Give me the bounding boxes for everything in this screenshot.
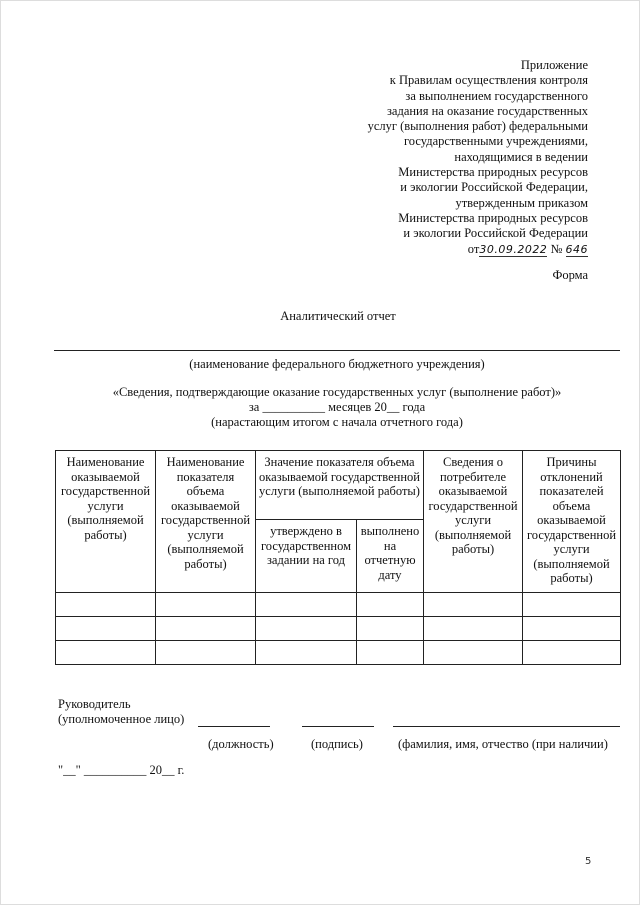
header-indicator-name: Наименование показателя объема оказываемой государственной услуги (выполняемой работы) [156, 451, 256, 593]
appendix-line: находящимися в ведении [454, 149, 588, 164]
appendix-line: государственными учреждениями, [403, 134, 588, 149]
table-cell [424, 641, 523, 665]
header-approved: утверждено в государственном задании на год [256, 520, 357, 593]
table-cell [523, 593, 621, 617]
info-line-title: «Сведения, подтверждающие оказание государственных услуг (выполнение работ)» [112, 385, 562, 399]
table-cell [56, 641, 156, 665]
table-cell [56, 617, 156, 641]
header-deviation-reasons: Причины отклонений показателей объема оказываемой государственной услуги (выполняемой работы) [523, 451, 621, 593]
appendix-line: Приложение [520, 58, 588, 72]
table-cell [256, 641, 357, 665]
info-line-cumulative: (нарастающим итогом с начала отчетного года) [211, 415, 463, 429]
name-line [393, 726, 620, 727]
table-cell [156, 617, 256, 641]
table-cell [256, 593, 357, 617]
appendix-line: за выполнением государственного [405, 88, 588, 103]
appendix-line: и экологии Российской Федерации [403, 226, 588, 241]
header-indicator-value: Значение показателя объема оказываемой государственной услуги (выполняемой работы) [256, 451, 424, 520]
header-completed: выполнено на отчетную дату [357, 520, 424, 593]
table-cell [523, 641, 621, 665]
appendix-line: к Правилам осуществления контроля [389, 73, 588, 88]
table-cell [357, 617, 424, 641]
report-info [54, 385, 620, 430]
signature-line [302, 726, 374, 727]
table-cell [156, 593, 256, 617]
order-number: 646 [565, 242, 588, 256]
table-cell [256, 617, 357, 641]
table-cell [523, 617, 621, 641]
order-date: 30.09.2022 [479, 242, 548, 256]
position-line [198, 726, 270, 727]
report-title: Аналитический отчет [280, 309, 396, 323]
table-cell [357, 593, 424, 617]
date-line: "__" __________ 20__ г. [58, 763, 185, 777]
info-line-period: за __________ месяцев 20__ года [248, 400, 426, 414]
table-cell [156, 641, 256, 665]
institution-name-line [54, 350, 620, 351]
name-caption: (фамилия, имя, отчество (при наличии) [398, 737, 608, 751]
table-cell [56, 593, 156, 617]
table-row [56, 641, 621, 665]
order-number-label: № [550, 241, 563, 256]
head-label: Руководитель [58, 697, 131, 711]
appendix-line: задания на оказание государственных [386, 103, 588, 118]
form-label: Форма [552, 268, 588, 282]
table-row [56, 617, 621, 641]
signature-caption: (подпись) [311, 737, 363, 751]
appendix-line: Министерства природных ресурсов [398, 165, 588, 180]
appendix-line: услуг (выполнения работ) федеральными [367, 119, 588, 134]
authorized-person-label: (уполномоченное лицо) [58, 712, 185, 726]
report-table [55, 450, 621, 665]
appendix-header [288, 58, 588, 257]
header-consumer-info: Сведения о потребителе оказываемой государственной услуги (выполняемой работы) [424, 451, 523, 593]
order-prefix: от [467, 241, 480, 256]
table-cell [424, 617, 523, 641]
order-reference [288, 242, 588, 257]
page-number: 5 [585, 856, 592, 867]
table-cell [424, 593, 523, 617]
table-row [56, 593, 621, 617]
header-service-name: Наименование оказываемой государственной услуги (выполняемой работы) [56, 451, 156, 593]
institution-caption: (наименование федерального бюджетного учреждения) [189, 357, 485, 371]
appendix-line: Министерства природных ресурсов [398, 210, 588, 225]
position-caption: (должность) [208, 737, 274, 751]
appendix-line: и экологии Российской Федерации, [400, 180, 588, 195]
appendix-line: утвержденным приказом [455, 195, 588, 210]
table-cell [357, 641, 424, 665]
signature-block [58, 697, 184, 727]
